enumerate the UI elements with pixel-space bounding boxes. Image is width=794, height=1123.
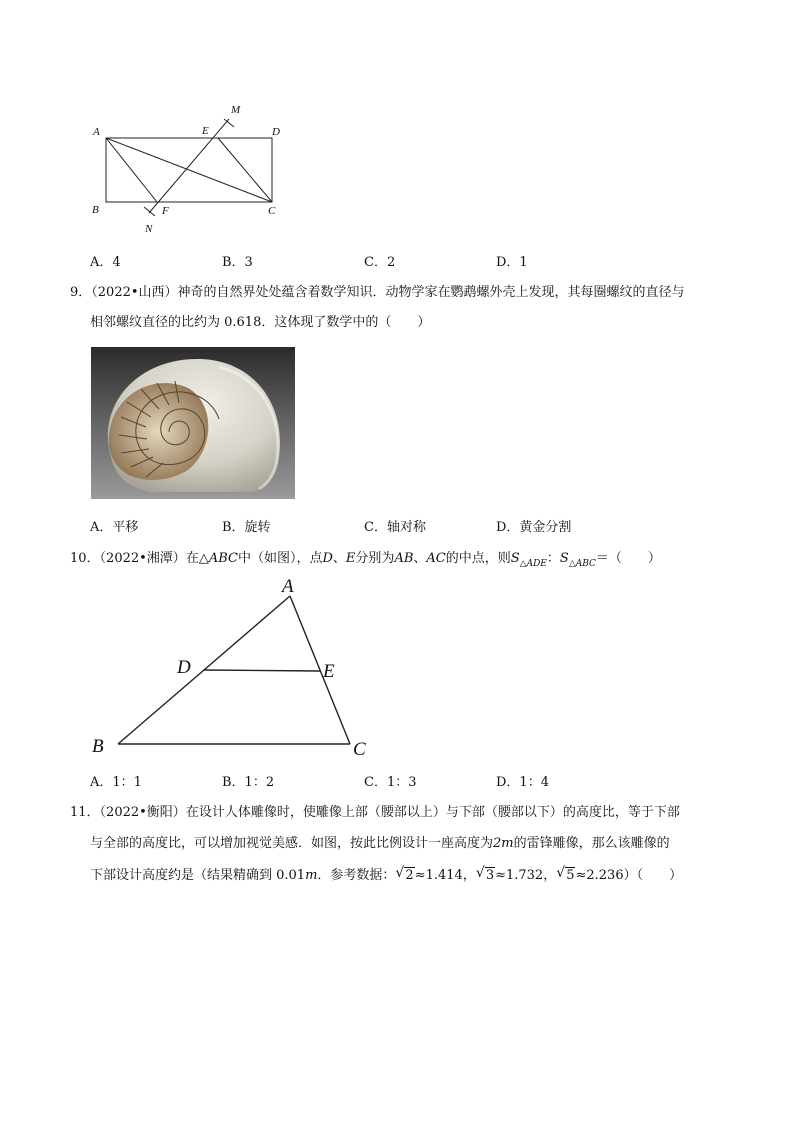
q11-text2-tail: 的雷锋雕像，那么该雕像的 xyxy=(513,836,670,851)
label-c: C xyxy=(353,739,366,760)
segment-de xyxy=(204,670,320,671)
side-ac xyxy=(290,596,350,744)
q8-option-a[interactable]: A．4 xyxy=(90,255,121,270)
q10-colon: ： xyxy=(546,551,560,566)
q11-text2: 与全部的高度比，可以增加视觉美感．如图，按此比例设计一座高度为 xyxy=(90,836,494,851)
nautilus-shell-photo xyxy=(91,347,295,499)
q9-number: 9． xyxy=(70,285,92,300)
q11-text3b: ．参考数据： xyxy=(317,868,396,883)
q11-v3: ≈1.732， xyxy=(495,868,557,883)
q10-sub2: △ABC xyxy=(568,559,596,569)
sqrt-2: √ 2 xyxy=(395,866,414,886)
q10-s2: S xyxy=(559,551,569,566)
label-c: C xyxy=(268,205,276,217)
q10-sep2: 、 xyxy=(413,551,427,566)
q8-option-b[interactable]: B．3 xyxy=(222,255,253,270)
q9-option-c[interactable]: C．轴对称 xyxy=(364,520,426,535)
q9-source: （2022•山西） xyxy=(91,285,178,300)
label-a: A xyxy=(282,576,294,597)
q10-text-a: 在△ xyxy=(185,551,209,566)
q11-unit-m: m xyxy=(305,868,318,883)
q8-option-c[interactable]: C．2 xyxy=(364,255,396,270)
q8-figure xyxy=(85,100,295,240)
q10-s1: S xyxy=(510,551,520,566)
q10-ab: AB xyxy=(394,551,414,566)
q11-text1: 在设计人体雕像时，使雕像上部（腰部以上）与下部（腰部以下）的高度比，等于下部 xyxy=(185,805,680,820)
sqrt-3: √ 3 xyxy=(476,866,495,886)
q10-text-b: 中（如图），点 xyxy=(237,551,323,566)
q10-e: E xyxy=(345,551,356,566)
q10-line1 xyxy=(70,549,661,570)
label-f: F xyxy=(162,205,169,217)
q10-text-d: 的中点，则 xyxy=(445,551,511,566)
q10-sub1: △ADE xyxy=(519,559,547,569)
q10-d: D xyxy=(322,551,333,566)
label-a: A xyxy=(93,126,100,138)
label-e: E xyxy=(323,661,335,682)
label-b: B xyxy=(92,736,104,757)
q10-option-d[interactable]: D．1：4 xyxy=(496,775,549,790)
q11-line2 xyxy=(90,834,670,854)
q10-abc: ABC xyxy=(208,551,238,566)
label-d: D xyxy=(177,657,191,678)
q9-option-b[interactable]: B．旋转 xyxy=(222,520,271,535)
q10-option-b[interactable]: B．1：2 xyxy=(222,775,275,790)
q9-line2: 相邻螺纹直径的比约为 0.618．这体现了数学中的（ ） xyxy=(90,315,431,330)
q10-source: （2022•湘潭） xyxy=(99,551,186,566)
q11-v2: ≈1.414， xyxy=(414,868,476,883)
q10-text-c: 分别为 xyxy=(355,551,395,566)
segment-ec xyxy=(218,138,272,202)
q11-line3 xyxy=(90,866,682,886)
q10-ac: AC xyxy=(426,551,446,566)
label-b: B xyxy=(92,204,99,216)
q10-option-a[interactable]: A．1：1 xyxy=(90,775,142,790)
q8-option-d[interactable]: D．1 xyxy=(496,255,528,270)
q11-height: 2m xyxy=(493,836,514,851)
q9-text1: 神奇的自然界处处蕴含着数学知识．动物学家在鹦鹉螺外壳上发现，其每圈螺纹的直径与 xyxy=(177,285,685,300)
q10-number: 10． xyxy=(70,551,100,566)
label-d: D xyxy=(272,126,280,138)
q9-option-a[interactable]: A．平移 xyxy=(90,520,139,535)
q10-option-c[interactable]: C．1：3 xyxy=(364,775,417,790)
q11-line1 xyxy=(70,803,680,823)
sqrt-5: √ 5 xyxy=(556,866,575,886)
label-m: M xyxy=(231,104,241,116)
q11-number: 11． xyxy=(70,805,100,820)
q9-option-d[interactable]: D．黄金分割 xyxy=(496,520,572,535)
q11-source: （2022•衡阳） xyxy=(99,805,186,820)
label-n: N xyxy=(145,223,153,235)
q10-sep1: 、 xyxy=(332,551,346,566)
q11-v5: ≈2.236）（ ） xyxy=(575,868,683,883)
line-mn xyxy=(149,119,229,213)
q10-tail: ＝（ ） xyxy=(595,551,661,566)
q9-line1 xyxy=(70,283,685,303)
q10-triangle-figure xyxy=(85,570,385,765)
q11-text3a: 下部设计高度约是（结果精确到 0.01 xyxy=(90,868,306,883)
label-e: E xyxy=(202,125,209,137)
